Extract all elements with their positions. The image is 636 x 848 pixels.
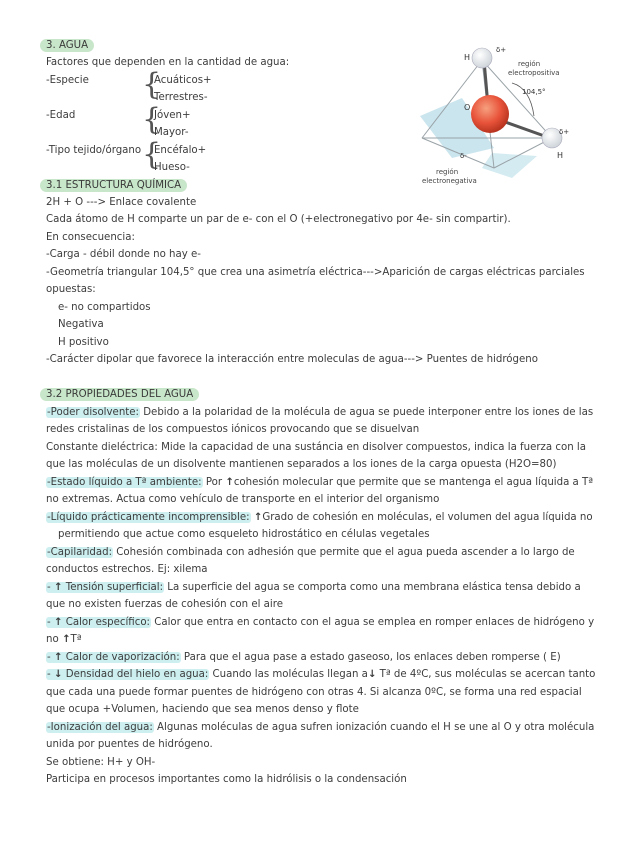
up-arrow-icon: ↑ xyxy=(53,652,63,663)
factor-item: Acuáticos+ xyxy=(154,75,212,86)
text-line: Se obtiene: H+ y OH- xyxy=(46,757,156,768)
term: -Líquido prácticamente incomprensible: xyxy=(47,512,250,523)
brace-especie: { xyxy=(142,67,162,102)
property-vaporizacion: - ↑ Calor de vaporización: Para que el agua pase a estado gaseoso, los enlaces deben romperse ( E) xyxy=(47,652,561,663)
up-arrow-icon: ↑ xyxy=(225,477,234,488)
property-densidad: - ↓ Densidad del hielo en agua: Cuando las moléculas llegan a↓ Tª de 4ºC, sus moléculas se acercan tanto xyxy=(47,669,596,680)
region-pos-label: región xyxy=(518,60,541,68)
section-3-2-title: 3.2 PROPIEDADES DEL AGUA xyxy=(40,388,199,401)
term-highlight: - ↑ Calor de vaporización: xyxy=(47,652,180,663)
brace-tejido: { xyxy=(142,137,162,172)
angle-label: 104,5° xyxy=(522,88,546,96)
property-incompresible: -Líquido prácticamente incomprensible: ↑Grado de cohesión en moléculas, el volumen del agua líquida no xyxy=(47,512,593,523)
intro-text: Factores que dependen en la cantidad de agua: xyxy=(46,57,290,68)
down-arrow-icon: ↓ xyxy=(53,669,63,680)
text-line: que las moléculas de un disolvente mantienen separados a los iones de la carga opuesta (H2O=80) xyxy=(46,459,557,470)
property-calor-especifico: - ↑ Calor específico: Calor que entra en contacto con el agua se emplea en romper enlaces de hidrógeno y xyxy=(47,617,595,628)
text-line: que ocupa +Volumen, haciendo que sea menos denso y flote xyxy=(46,704,359,715)
up-arrow-icon: ↑ xyxy=(253,512,263,523)
text-line: no ↑Tª xyxy=(46,634,82,645)
region-pos-label: electropositiva xyxy=(508,69,560,77)
up-arrow-icon: ↑ xyxy=(53,617,63,628)
brace-edad: { xyxy=(142,102,162,137)
hydrogen-atom-top xyxy=(472,48,492,68)
text-line: H positivo xyxy=(58,337,109,348)
up-arrow-icon: ↑ xyxy=(53,582,63,593)
property-ionizacion: -Ionización del agua: Algunas moléculas de agua sufren ionización cuando el H se une al O y otra molécula xyxy=(47,722,595,733)
property-tension: - ↑ Tensión superficial: La superficie del agua se comporta como una membrana elástica tensa debido a xyxy=(47,582,581,593)
factor-item: Jóven+ xyxy=(154,110,191,121)
text-line: -Carácter dipolar que favorece la interacción entre moleculas de agua---> Puentes de hidrógeno xyxy=(46,354,538,365)
factor-item: Encéfalo+ xyxy=(154,145,207,156)
o-label: O xyxy=(464,103,471,112)
text-line: 2H + O ---> Enlace covalente xyxy=(46,197,197,208)
factor-item: Hueso- xyxy=(154,162,190,173)
property-liquido: -Estado líquido a Tª ambiente: Por ↑cohesión molecular que permite que se mantenga el agua líquida a Tª xyxy=(47,477,594,488)
term: -Capilaridad: xyxy=(47,547,113,558)
property-capilaridad: -Capilaridad: Cohesión combinada con adhesión que permite que el agua pueda ascender a lo largo de xyxy=(47,547,575,558)
text-line: conductos estrechos. Ej: xilema xyxy=(46,564,208,575)
term-highlight: - ↑ Tensión superficial: xyxy=(47,582,164,593)
term-highlight: - ↓ Densidad del hielo en agua: xyxy=(47,669,209,680)
factor-label-tejido: -Tipo tejido/órgano xyxy=(46,145,142,156)
text-line: redes cristalinas de los compuestos iónicos provocando que se disuelvan xyxy=(46,424,420,435)
section-3-1-title: 3.1 ESTRUCTURA QUÍMICA xyxy=(40,179,187,192)
text-line: -Geometría triangular 104,5° que crea una asimetría eléctrica--->Aparición de cargas eléctricas parciales xyxy=(46,267,585,278)
property-disolvente: -Poder disolvente: Debido a la polaridad de la molécula de agua se puede interponer entre los iones de las xyxy=(47,407,594,418)
term: -Ionización del agua: xyxy=(47,722,153,733)
text-line: -Carga - débil donde no hay e- xyxy=(46,249,201,260)
text-line: opuestas: xyxy=(46,284,96,295)
text-line: que cada una puede formar puentes de hidrógeno con otras 4. Si alcanza 0ºC, se forma una red espacial xyxy=(46,687,582,698)
factor-label-edad: -Edad xyxy=(46,110,76,121)
lobe-bottom xyxy=(482,153,537,178)
text-line: Constante dieléctrica: Mide la capacidad de una sustáncia en disolver compuestos, indica la fuerza con la xyxy=(46,442,586,453)
term: -Poder disolvente: xyxy=(47,407,139,418)
down-arrow-icon: ↓ xyxy=(367,669,377,680)
oxygen-atom xyxy=(471,95,509,133)
delta-minus-label: δ- xyxy=(460,152,467,160)
text-line: Negativa xyxy=(58,319,104,330)
section-3-title: 3. AGUA xyxy=(40,39,94,52)
region-neg-label: electronegativa xyxy=(422,177,477,185)
text-line: Cada átomo de H comparte un par de e- con el O (+electronegativo por 4e- sin compartir). xyxy=(46,214,511,225)
h-top-label: H xyxy=(464,53,471,62)
region-neg-label: región xyxy=(436,168,459,176)
water-molecule-diagram xyxy=(412,38,592,193)
h-right-label: H xyxy=(557,151,564,160)
text-line: no extremas. Actua como vehículo de transporte en el interior del organismo xyxy=(46,494,440,505)
text-line: que no existen fuerzas de cohesión con el aire xyxy=(46,599,283,610)
text-line: unida por puentes de hidrógeno. xyxy=(46,739,213,750)
term-highlight: - ↑ Calor específico: xyxy=(47,617,150,628)
text-line: Participa en procesos importantes como la hidrólisis o la condensación xyxy=(46,774,407,785)
delta-top-label: δ+ xyxy=(496,46,507,54)
text-line: permitiendo que actue como esqueleto hidrostático en células vegetales xyxy=(58,529,430,540)
factor-label-especie: -Especie xyxy=(46,75,89,86)
factor-item: Terrestres- xyxy=(154,92,208,103)
text-line: e- no compartidos xyxy=(58,302,151,313)
up-arrow-icon: ↑ xyxy=(61,634,71,645)
factor-item: Mayor- xyxy=(154,127,189,138)
delta-right-label: δ+ xyxy=(559,128,570,136)
term: -Estado líquido a Tª ambiente: xyxy=(47,477,202,488)
text-line: En consecuencia: xyxy=(46,232,135,243)
